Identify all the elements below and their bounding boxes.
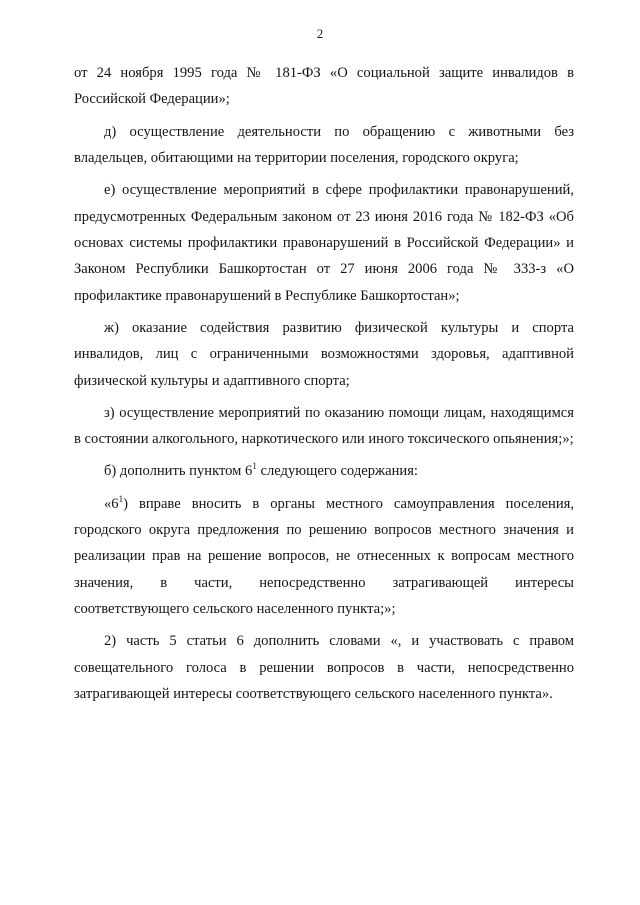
paragraph-point-6-1	[74, 491, 574, 623]
paragraph-item-zh: ж) оказание содействия развитию физической культуры и спорта инвалидов, лиц с ограниченными возможностями здоровья, адаптивной физической культуры и адаптивного спорта;	[74, 319, 574, 389]
paragraph-social-protection-law: от 24 ноября 1995 года № 181-ФЗ «О социальной защите инвалидов в Российской Федерации»;	[74, 65, 574, 108]
paragraph-item-b-start: б) дополнить пунктом 6	[104, 463, 253, 480]
page-number: 2	[316, 26, 324, 41]
paragraph-item-d: д) осуществление деятельности по обращению с животными без владельцев, обитающими на территории поселения, городского округа;	[74, 123, 574, 166]
paragraph-item-b	[74, 458, 574, 484]
superscript-one: 1	[252, 461, 257, 472]
paragraph-item-e: е) осуществление мероприятий в сфере профилактики правонарушений, предусмотренных Федеральным законом от 23 июня 2016 года № 182-ФЗ «Об основах системы профилактики правонарушений в Российской Федерации» и Законом Республики Башкортостан от 27 июня 2006 года № 333-з «О профилактике правонарушений в Республике Башкортостан»;	[74, 182, 574, 304]
superscript-one: 1	[118, 493, 124, 504]
paragraph-item-b-end: следующего содержания:	[256, 463, 418, 480]
document-body	[74, 60, 574, 708]
paragraph-point-6-1-start: «6	[104, 495, 119, 512]
paragraph-point-6-1-end: ) вправе вносить в органы местного самоуправления поселения, городского округа предложения по решению вопросов местного значения и реализации прав на решение вопросов, не отнесенных к вопросам местного значения, в части, непосредственно затрагивающей интересы соответствующего сельского населенного пункта;»;	[74, 495, 574, 618]
paragraph-item-2: 2) часть 5 статьи 6 дополнить словами «, и участвовать с правом совещательного голоса в решении вопросов в части, непосредственно затрагивающей интересы соответствующего сельского населенного пункта».	[74, 633, 574, 703]
paragraph-item-z: з) осуществление мероприятий по оказанию помощи лицам, находящимся в состоянии алкогольного, наркотического или иного токсического опьянения;»;	[74, 404, 574, 448]
